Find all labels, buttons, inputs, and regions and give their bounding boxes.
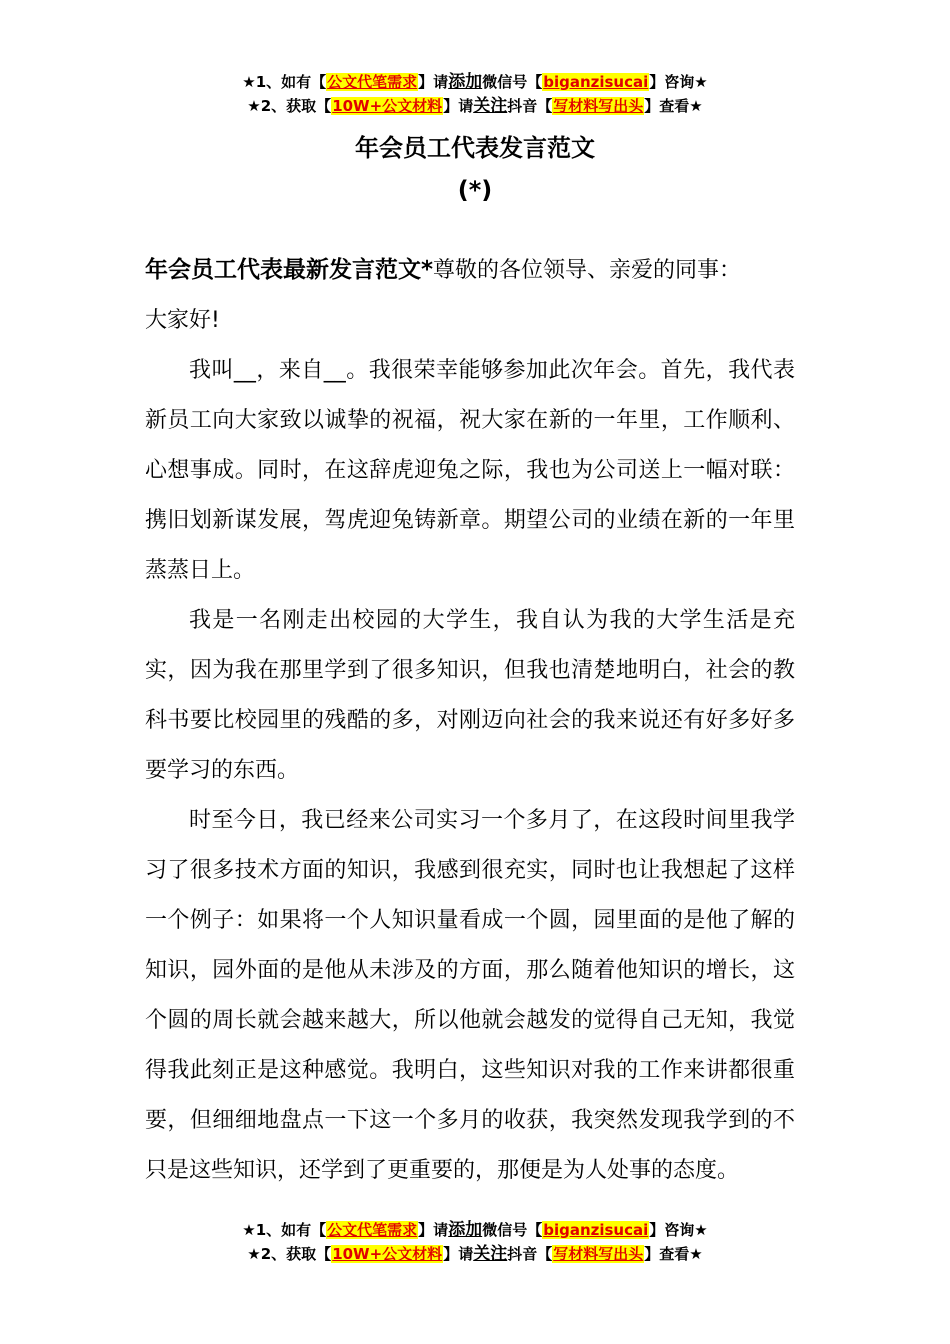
promo-emphasis: 关注 [473,96,508,116]
promo-douyin-id: 写材料写出头 [553,97,644,115]
promo-highlight: 公文代笔需求 [327,73,418,91]
body-paragraph: 我是一名刚走出校园的大学生，我自认为我的大学生活是充实，因为我在那里学到了很多知识，但我也清楚地明白，社会的教科书要比校园里的残酷的多，对刚迈向社会的我来说还有好多好多要学习的东西。 [145,608,795,783]
salutation: 尊敬的各位领导、亲爱的同事： [433,258,742,283]
promo-text: 微信号【 [482,73,543,91]
promo-footer [0,1218,950,1266]
promo-emphasis: 添加 [448,72,483,92]
document-subtitle: (*) [457,176,493,204]
promo-emphasis: 添加 [448,1220,483,1240]
promo-text: ★2、获取【 [247,97,332,115]
promo-text: 】请 [418,73,449,91]
document-title: 年会员工代表发言范文 [355,134,595,162]
promo-highlight: 10W+公文材料 [332,1245,443,1263]
promo-text: 】咨询★ [649,73,708,91]
lead-heading: 年会员工代表最新发言范文* [145,257,434,283]
promo-wechat-id: biganzisucai [543,73,649,91]
promo-emphasis: 关注 [473,1244,508,1264]
greeting: 大家好! [145,308,220,333]
body-paragraph: 我叫__，来自__。我很荣幸能够参加此次年会。首先，我代表新员工向大家致以诚挚的祝福，祝大家在新的一年里，工作顺利、心想事成。同时，在这辞虎迎兔之际，我也为公司送上一幅对联：携旧划新谋发展，驾虎迎兔铸新章。期望公司的业绩在新的一年里蒸蒸日上。 [145,358,795,583]
promo-text: 】咨询★ [649,1221,708,1239]
lead-paragraph [145,245,795,296]
promo-text: 】请 [443,97,474,115]
promo-text: ★2、获取【 [247,1245,332,1263]
promo-text: ★1、如有【 [242,73,327,91]
promo-text: 】请 [443,1245,474,1263]
promo-line-2 [0,1242,950,1266]
promo-line-1 [0,70,950,94]
body-paragraph: 时至今日，我已经来公司实习一个多月了，在这段时间里我学习了很多技术方面的知识，我感到很充实，同时也让我想起了这样一个例子：如果将一个人知识量看成一个圆，园里面的是他了解的知识，园外面的是他从未涉及的方面，那么随着他知识的增长，这个圆的周长就会越来越大，所以他就会越发的觉得自己无知，我觉得我此刻正是这种感觉。我明白，这些知识对我的工作来讲都很重要，但细细地盘点一下这一个多月的收获，我突然发现我学到的不只是这些知识，还学到了更重要的，那便是为人处事的态度。 [145,808,795,1183]
promo-header [0,70,950,118]
promo-douyin-id: 写材料写出头 [553,1245,644,1263]
promo-text: 抖音【 [507,1245,553,1263]
promo-line-1 [0,1218,950,1242]
promo-text: 】查看★ [644,1245,703,1263]
promo-text: 】请 [418,1221,449,1239]
promo-text: ★1、如有【 [242,1221,327,1239]
promo-highlight: 公文代笔需求 [327,1221,418,1239]
promo-text: 微信号【 [482,1221,543,1239]
promo-highlight: 10W+公文材料 [332,97,443,115]
promo-text: 抖音【 [507,97,553,115]
document-body [145,245,795,1196]
promo-line-2 [0,94,950,118]
promo-text: 】查看★ [644,97,703,115]
promo-wechat-id: biganzisucai [543,1221,649,1239]
